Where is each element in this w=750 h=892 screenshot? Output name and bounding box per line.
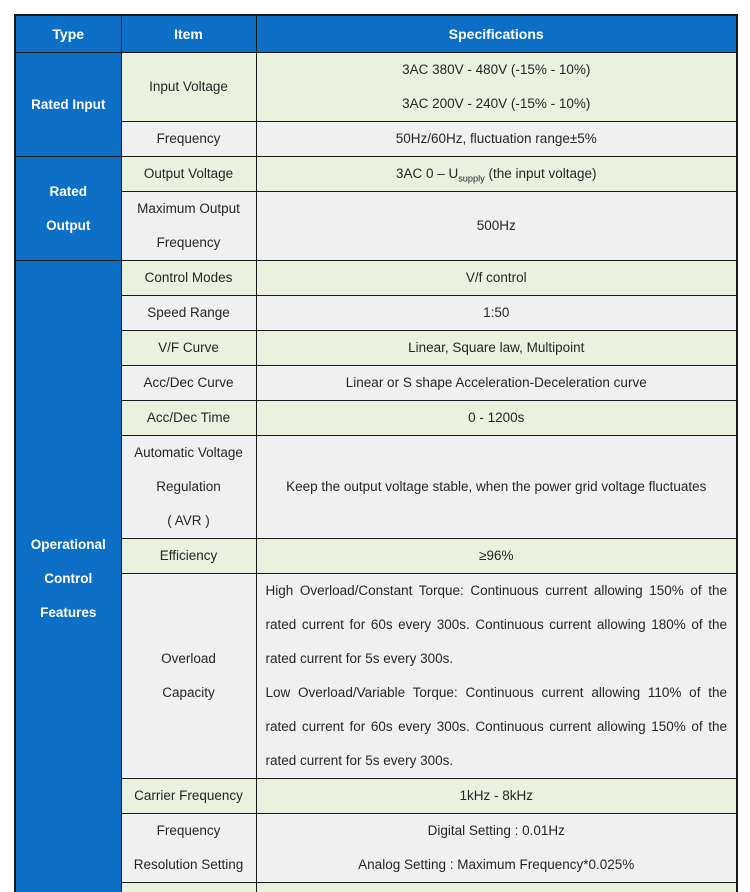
type-cell-section-2 [15, 261, 121, 892]
text-line: Frequency [156, 235, 221, 250]
text-line: Digital Setting : 0.01Hz [427, 823, 565, 838]
table-row [15, 779, 737, 814]
spec-cell [256, 436, 737, 539]
header-cell-type: Type [15, 15, 121, 53]
table-row [15, 366, 737, 401]
item-cell [121, 192, 256, 261]
item-cell [121, 296, 256, 331]
text-line: Linear or S shape Acceleration-Deceleration curve [345, 375, 647, 390]
spec-cell [256, 53, 737, 122]
table-row [15, 331, 737, 366]
table-row [15, 157, 737, 192]
text-line: Input Voltage [149, 79, 228, 94]
text-line: 3AC $0 - U_{supply}$ (the input voltage) [395, 166, 597, 184]
item-cell [121, 331, 256, 366]
text-line: Control [44, 570, 93, 586]
spec-cell [256, 296, 737, 331]
item-cell [121, 366, 256, 401]
text-line: Carrier Frequency [134, 788, 243, 803]
text-line: V/F Curve [158, 340, 219, 355]
table-row [15, 53, 737, 122]
item-cell [121, 53, 256, 122]
table-row [15, 814, 737, 883]
text-line: Output Voltage [143, 166, 234, 181]
item-cell [121, 157, 256, 192]
spec-tbody [15, 53, 737, 892]
table-row [15, 539, 737, 574]
text-line: 1:50 [483, 305, 510, 320]
text-line: Output [46, 217, 91, 233]
item-cell [121, 814, 256, 883]
text-line: Rated Input [31, 96, 106, 112]
table-row [15, 296, 737, 331]
spec-cell [256, 192, 737, 261]
spec-cell [256, 814, 737, 883]
table-row [15, 401, 737, 436]
text-line: 1kHz - 8kHz [459, 788, 533, 803]
text-line: Acc/Dec Time [146, 410, 231, 425]
header-row [15, 15, 737, 53]
text-line: 500Hz [476, 218, 516, 233]
text-line: 3AC 380V - 480V (-15% - 10%) [402, 62, 591, 77]
spec-cell [256, 401, 737, 436]
text-line: V/f control [465, 270, 527, 285]
text-line: Speed Range [147, 305, 230, 320]
text-line: Frequency [156, 823, 221, 838]
text-line: 50Hz/60Hz, fluctuation range±5% [395, 131, 597, 146]
spec-cell [256, 539, 737, 574]
text-line: 0 - 1200s [468, 410, 525, 425]
table-header [15, 15, 737, 53]
spec-cell [256, 122, 737, 157]
type-cell-section-0 [15, 53, 121, 157]
header-cell-item: Item [121, 15, 256, 53]
text-line: Control Modes [144, 270, 233, 285]
text-line: Efficiency [159, 548, 218, 563]
table-row [15, 574, 737, 779]
table-row [15, 192, 737, 261]
item-cell [121, 401, 256, 436]
text-line: Acc/Dec Curve [143, 375, 234, 390]
specifications-table-container [14, 14, 738, 892]
spec-cell [256, 883, 737, 892]
text-line: Low Overload/Variable Torque: Continuous current allowing 110% of the rated current for 60s every 300s. Continuous current allowing 150% of the rated current for 5s every 300s. [265, 685, 727, 768]
text-line: Maximum Output [137, 201, 240, 216]
text-line: Resolution Setting [133, 857, 244, 872]
partial-cutoff-row [15, 883, 737, 892]
table-row [15, 261, 737, 296]
item-cell [121, 539, 256, 574]
text-line: 3AC 200V - 240V (-15% - 10%) [402, 96, 591, 111]
item-cell [121, 436, 256, 539]
text-line: Operational [30, 536, 106, 552]
text-line: Regulation [156, 479, 221, 494]
text-line: Keep the output voltage stable, when the power grid voltage fluctuates [286, 479, 707, 494]
subscript-text: supply [458, 173, 485, 184]
text-line: Capacity [162, 685, 215, 700]
spec-cell [256, 574, 737, 779]
text-line: Rated [49, 183, 87, 199]
spec-cell [256, 331, 737, 366]
text-line: Features [40, 604, 97, 620]
spec-cell [256, 779, 737, 814]
table-row [15, 436, 737, 539]
table-row [15, 122, 737, 157]
spec-cell [256, 157, 737, 192]
item-cell [121, 574, 256, 779]
item-cell [121, 261, 256, 296]
text-line: Linear, Square law, Multipoint [408, 340, 585, 355]
spec-cell [256, 366, 737, 401]
item-cell [121, 779, 256, 814]
specifications-table [14, 14, 738, 892]
text-line: Overload [161, 651, 216, 666]
text-line: Automatic Voltage [134, 445, 243, 460]
text-line: Frequency [156, 131, 221, 146]
header-cell-specifications: Specifications [256, 15, 737, 53]
text-line: Analog Setting : Maximum Frequency*0.025% [358, 857, 635, 872]
text-line: High Overload/Constant Torque: Continuous current allowing 150% of the rated current for 60s every 300s. Continuous current allowing 180% of the rated current for 5s every 300s. [265, 583, 727, 666]
spec-cell [256, 261, 737, 296]
item-cell [121, 122, 256, 157]
item-cell [121, 883, 256, 892]
type-cell-section-1 [15, 157, 121, 261]
text-line: ( AVR ) [167, 513, 210, 528]
text-line: ≥96% [479, 548, 514, 563]
